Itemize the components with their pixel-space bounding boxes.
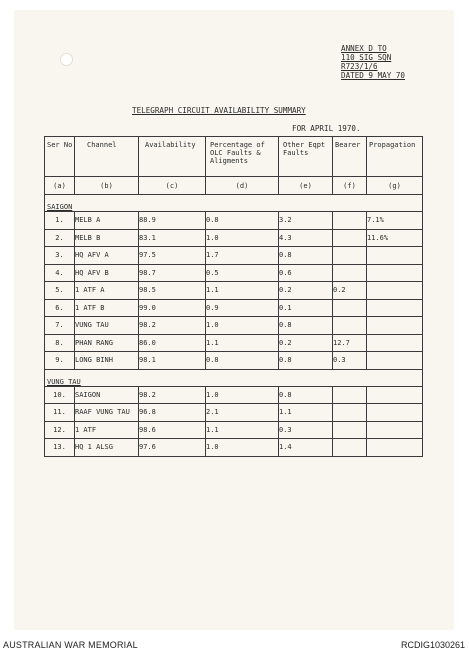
bearer-cell <box>333 299 367 317</box>
column-letter: (e) <box>279 177 333 195</box>
olc-faults-cell: 1.0 <box>206 229 279 247</box>
footer-bar <box>0 636 469 654</box>
propagation-cell <box>367 317 423 335</box>
document-title: TELEGRAPH CIRCUIT AVAILABILITY SUMMARY <box>132 106 306 115</box>
table-row <box>45 352 423 370</box>
availability-cell: 83.1 <box>139 229 206 247</box>
serial-cell: 2. <box>45 229 75 247</box>
column-letter-row <box>45 177 423 195</box>
bearer-cell: 0.2 <box>333 282 367 300</box>
channel-cell: MELB A <box>75 212 139 230</box>
column-header: Bearer <box>333 137 367 177</box>
bearer-cell <box>333 247 367 265</box>
bearer-cell <box>333 386 367 404</box>
channel-cell: 1 ATF A <box>75 282 139 300</box>
channel-cell: PHAN RANG <box>75 334 139 352</box>
other-faults-cell: 0.2 <box>279 282 333 300</box>
availability-cell: 98.2 <box>139 386 206 404</box>
table-row <box>45 386 423 404</box>
table-row <box>45 229 423 247</box>
propagation-cell <box>367 264 423 282</box>
serial-cell: 4. <box>45 264 75 282</box>
column-header: Availability <box>139 137 206 177</box>
other-faults-cell: 0.3 <box>279 421 333 439</box>
table-row <box>45 247 423 265</box>
bearer-cell: 0.3 <box>333 352 367 370</box>
bearer-cell <box>333 421 367 439</box>
other-faults-cell: 0.8 <box>279 352 333 370</box>
availability-cell: 98.6 <box>139 421 206 439</box>
availability-cell: 98.2 <box>139 317 206 335</box>
availability-cell: 88.9 <box>139 212 206 230</box>
column-header: Other Eqpt Faults <box>279 137 333 177</box>
other-faults-cell: 0.1 <box>279 299 333 317</box>
annex-line: ANNEX D TO <box>341 44 387 53</box>
table-row <box>45 404 423 422</box>
annex-line: R723/1/6 <box>341 62 378 71</box>
olc-faults-cell: 0.5 <box>206 264 279 282</box>
channel-cell: HQ AFV B <box>75 264 139 282</box>
propagation-cell <box>367 247 423 265</box>
availability-cell: 98.5 <box>139 282 206 300</box>
footer-institution: AUSTRALIAN WAR MEMORIAL <box>3 640 138 650</box>
availability-cell: 98.7 <box>139 264 206 282</box>
propagation-cell <box>367 299 423 317</box>
bearer-cell <box>333 404 367 422</box>
propagation-cell <box>367 386 423 404</box>
channel-cell: 1 ATF <box>75 421 139 439</box>
propagation-cell <box>367 404 423 422</box>
serial-cell: 13. <box>45 439 75 457</box>
olc-faults-cell: 1.1 <box>206 421 279 439</box>
other-faults-cell: 0.2 <box>279 334 333 352</box>
column-header: Propagation <box>367 137 423 177</box>
report-period: FOR APRIL 1970. <box>292 124 361 133</box>
serial-cell: 1. <box>45 212 75 230</box>
availability-cell: 99.0 <box>139 299 206 317</box>
column-letter: (c) <box>139 177 206 195</box>
other-faults-cell: 0.6 <box>279 264 333 282</box>
section-header-row <box>45 369 423 386</box>
availability-cell: 96.8 <box>139 404 206 422</box>
serial-cell: 7. <box>45 317 75 335</box>
other-faults-cell: 0.8 <box>279 386 333 404</box>
channel-cell: MELB B <box>75 229 139 247</box>
table-row <box>45 317 423 335</box>
olc-faults-cell: 1.1 <box>206 334 279 352</box>
header-row <box>45 137 423 177</box>
bearer-cell <box>333 439 367 457</box>
section-header-row <box>45 195 423 212</box>
bearer-cell <box>333 264 367 282</box>
serial-cell: 9. <box>45 352 75 370</box>
other-faults-cell: 0.8 <box>279 247 333 265</box>
bearer-cell <box>333 229 367 247</box>
olc-faults-cell: 0.8 <box>206 352 279 370</box>
olc-faults-cell: 0.9 <box>206 299 279 317</box>
serial-cell: 8. <box>45 334 75 352</box>
footer-record-id: RCDIG1030261 <box>400 640 465 650</box>
serial-cell: 11. <box>45 404 75 422</box>
other-faults-cell: 4.3 <box>279 229 333 247</box>
serial-cell: 3. <box>45 247 75 265</box>
channel-cell: 1 ATF B <box>75 299 139 317</box>
table-row <box>45 264 423 282</box>
channel-cell: VUNG TAU <box>75 317 139 335</box>
section-label: SAIGON <box>45 195 423 212</box>
column-letter: (d) <box>206 177 279 195</box>
propagation-cell: 11.6% <box>367 229 423 247</box>
column-letter: (g) <box>367 177 423 195</box>
column-header: Percentage of OLC Faults & Aligments <box>206 137 279 177</box>
column-header: Ser No <box>45 137 75 177</box>
table-row <box>45 282 423 300</box>
propagation-cell <box>367 334 423 352</box>
table-row <box>45 212 423 230</box>
annex-line: DATED 9 MAY 70 <box>341 71 406 80</box>
punch-hole <box>60 53 73 66</box>
olc-faults-cell: 1.1 <box>206 282 279 300</box>
other-faults-cell: 3.2 <box>279 212 333 230</box>
olc-faults-cell: 1.7 <box>206 247 279 265</box>
availability-cell: 97.5 <box>139 247 206 265</box>
table-row <box>45 299 423 317</box>
propagation-cell: 7.1% <box>367 212 423 230</box>
column-letter: (f) <box>333 177 367 195</box>
other-faults-cell: 1.4 <box>279 439 333 457</box>
other-faults-cell: 1.1 <box>279 404 333 422</box>
annex-line: 110 SIG SQN <box>341 53 392 62</box>
olc-faults-cell: 1.0 <box>206 439 279 457</box>
channel-cell: SAIGON <box>75 386 139 404</box>
section-label: VUNG TAU <box>45 369 423 386</box>
column-letter: (b) <box>75 177 139 195</box>
serial-cell: 10. <box>45 386 75 404</box>
availability-cell: 86.0 <box>139 334 206 352</box>
availability-cell: 97.6 <box>139 439 206 457</box>
table-body <box>45 195 423 457</box>
olc-faults-cell: 1.0 <box>206 386 279 404</box>
channel-cell: LONG BINH <box>75 352 139 370</box>
availability-table <box>44 136 423 457</box>
column-header: Channel <box>75 137 139 177</box>
olc-faults-cell: 1.0 <box>206 317 279 335</box>
serial-cell: 6. <box>45 299 75 317</box>
propagation-cell <box>367 282 423 300</box>
bearer-cell: 12.7 <box>333 334 367 352</box>
other-faults-cell: 0.8 <box>279 317 333 335</box>
olc-faults-cell: 2.1 <box>206 404 279 422</box>
availability-cell: 98.1 <box>139 352 206 370</box>
propagation-cell <box>367 421 423 439</box>
column-letter: (a) <box>45 177 75 195</box>
olc-faults-cell: 0.8 <box>206 212 279 230</box>
channel-cell: RAAF VUNG TAU <box>75 404 139 422</box>
annex-reference <box>341 44 405 80</box>
table-row <box>45 421 423 439</box>
serial-cell: 5. <box>45 282 75 300</box>
table-row <box>45 334 423 352</box>
channel-cell: HQ 1 ALSG <box>75 439 139 457</box>
bearer-cell <box>333 317 367 335</box>
table-row <box>45 439 423 457</box>
bearer-cell <box>333 212 367 230</box>
propagation-cell <box>367 352 423 370</box>
propagation-cell <box>367 439 423 457</box>
serial-cell: 12. <box>45 421 75 439</box>
channel-cell: HQ AFV A <box>75 247 139 265</box>
